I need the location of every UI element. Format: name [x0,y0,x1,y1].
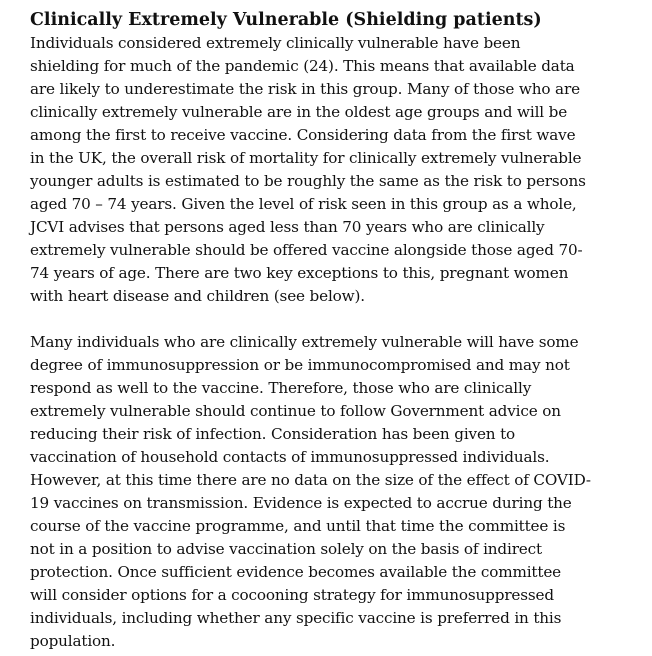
paragraph-spacer [30,308,638,331]
document-body [30,8,638,653]
section-heading: Clinically Extremely Vulnerable (Shielding patients) [30,10,542,30]
paragraph-shielding-risk: Individuals considered extremely clinically vulnerable have been shielding for much of the pandemic (24). This means that available data are likely to underestimate the risk in this group. Many of those who are clinically extremely vulnerable are in the oldest age groups and will be among the first to receive vaccine. Considering data from the first wave in the UK, the overall risk of mortality for clinically extremely vulnerable younger adults is estimated to be roughly the same as the risk to persons aged 70 – 74 years. Given the level of risk seen in this group as a whole, JCVI advises that persons aged less than 70 years who are clinically extremely vulnerable should be offered vaccine alongside those aged 70- 74 years of age. There are two key exceptions to this, pregnant women with heart disease and children (see below). [30,34,586,305]
paragraph-immunosuppression: Many individuals who are clinically extremely vulnerable will have some degree of immunosuppression or be immunocompromised and may not respond as well to the vaccine. Therefore, those who are clinically extremely vulnerable should continue to follow Government advice on reducing their risk of infection. Consideration has been given to vaccination of household contacts of immunosuppressed individuals. However, at this time there are no data on the size of the effect of COVID- 19 vaccines on transmission. Evidence is expected to accrue during the course of the vaccine programme, and until that time the committee is not in a position to advise vaccination solely on the basis of indirect protection. Once sufficient evidence becomes available the committee will consider options for a cocooning strategy for immunosuppressed individuals, including whether any specific vaccine is preferred in this population. [30,333,591,650]
